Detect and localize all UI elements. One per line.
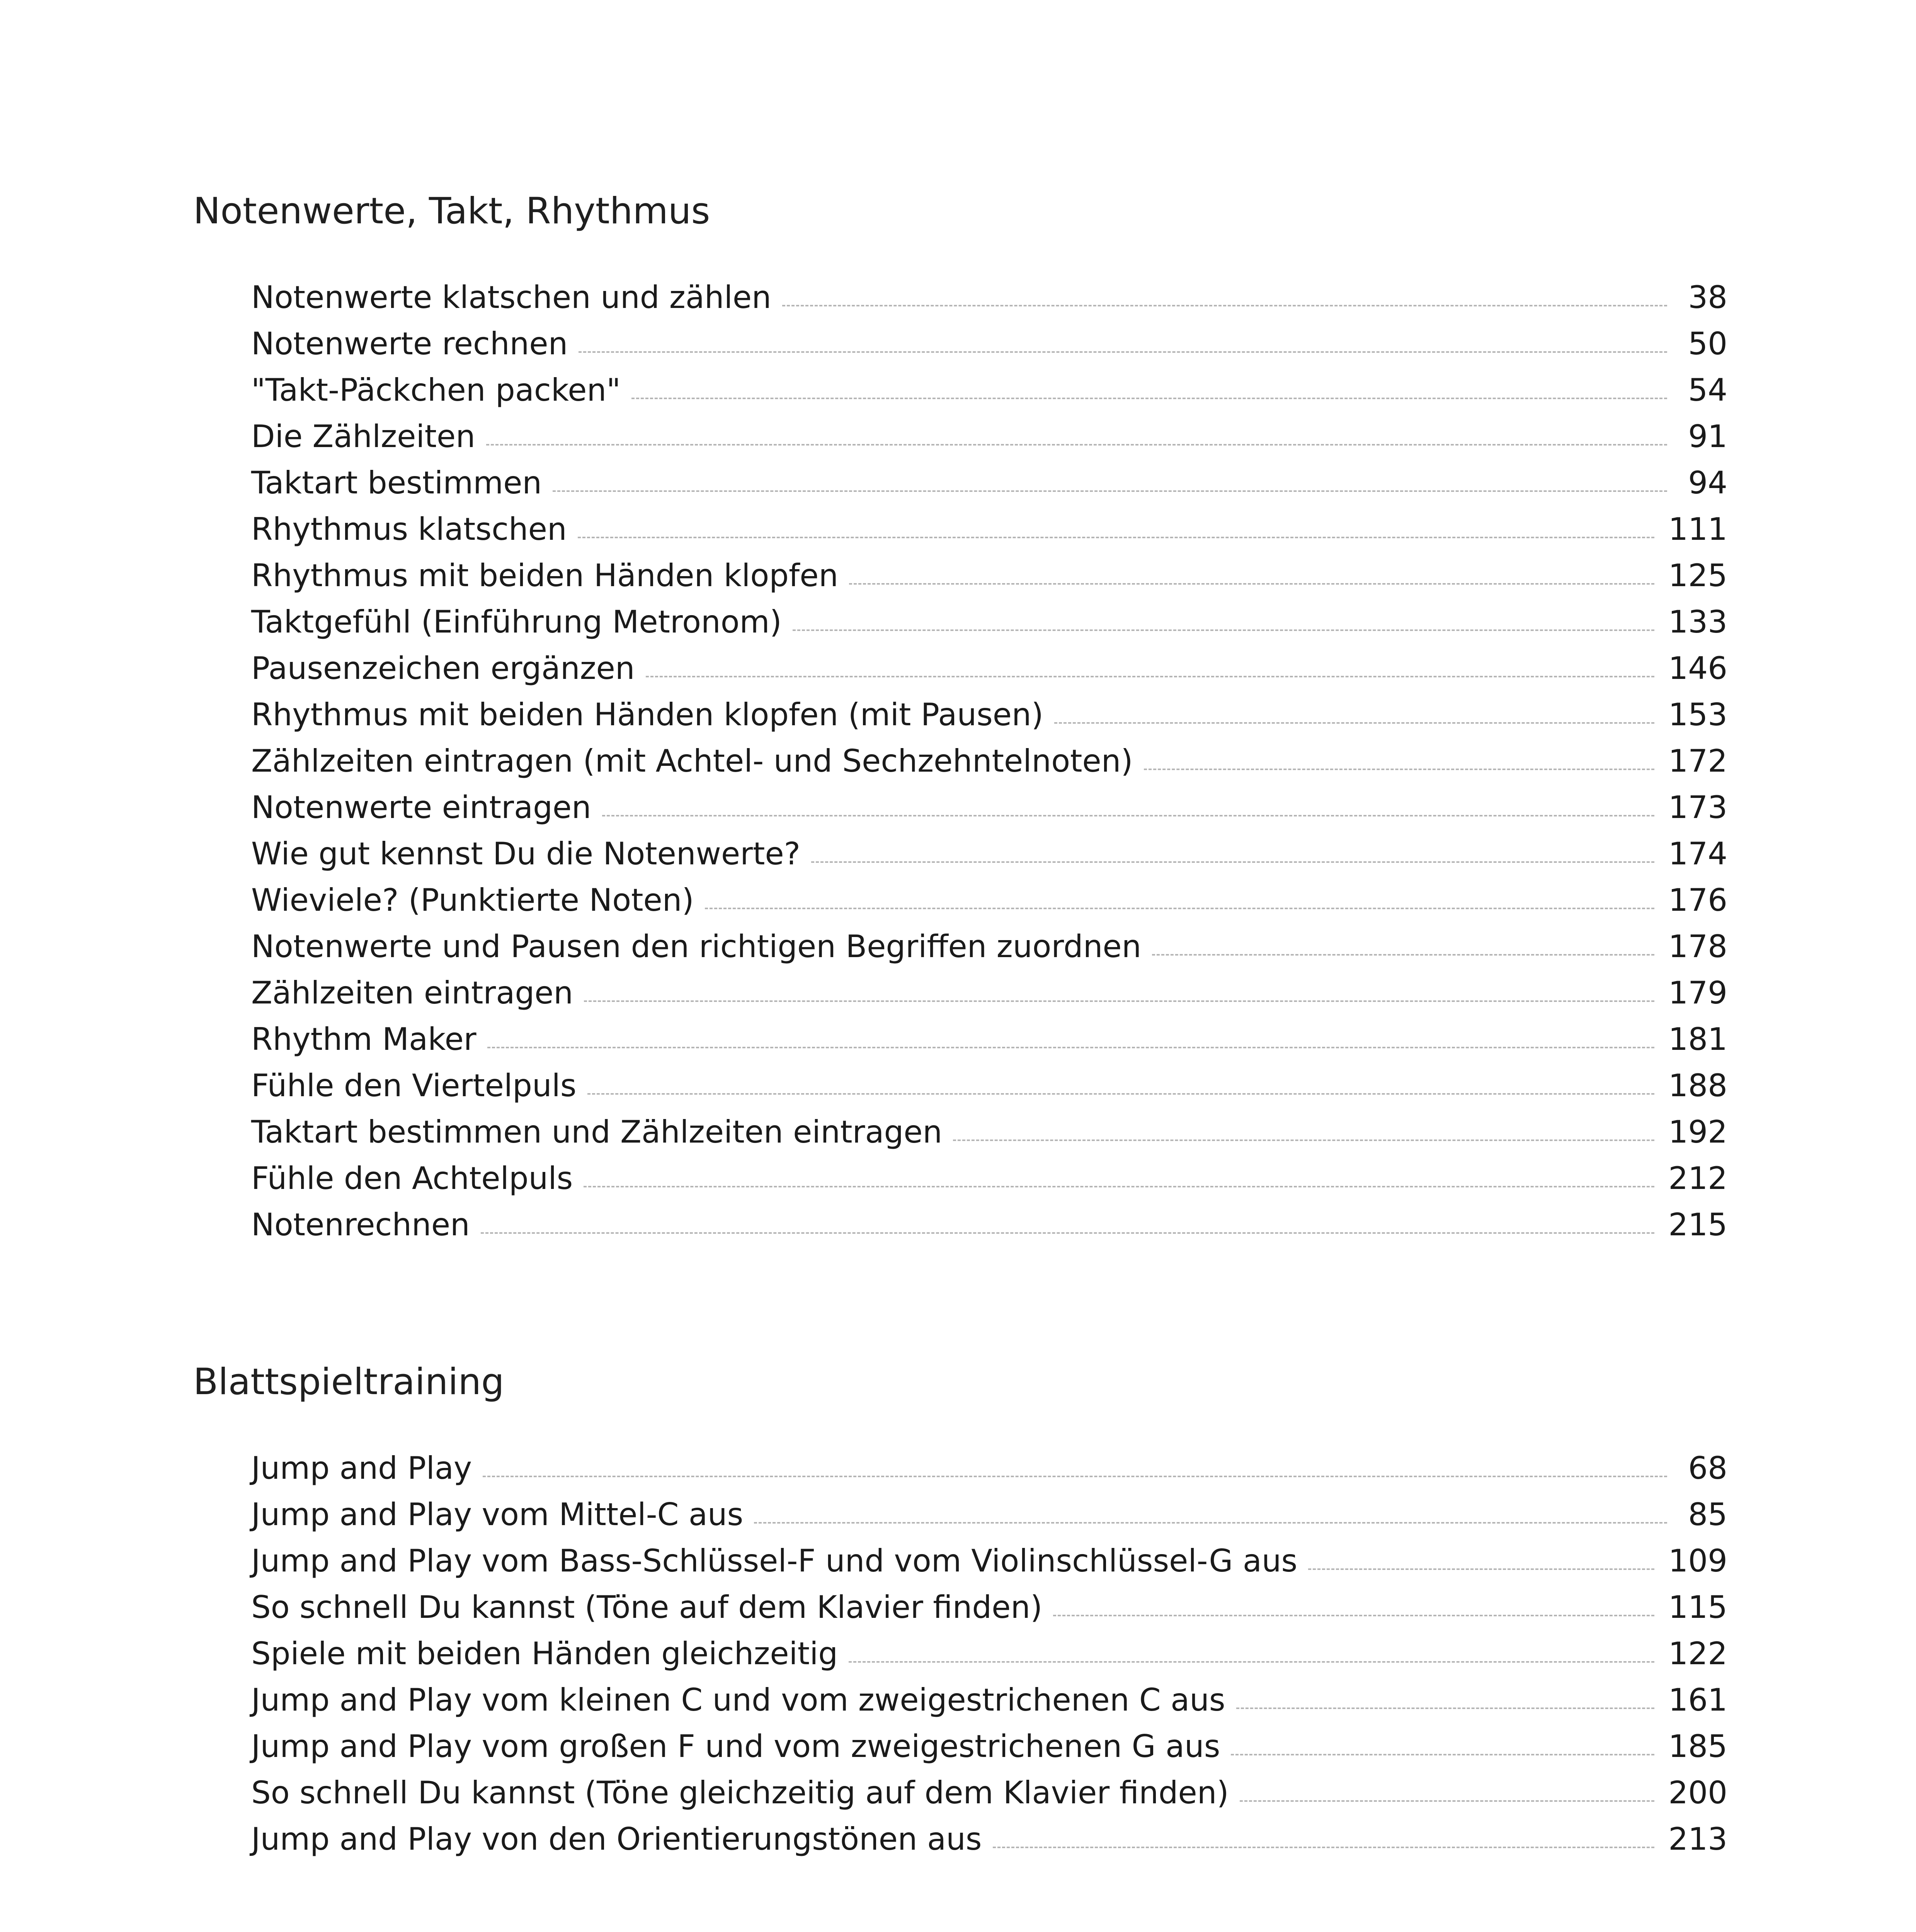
entry-label: Taktart bestimmen und Zählzeiten eintragen (251, 1114, 943, 1150)
dotted-leader (481, 1232, 1655, 1234)
entry-page-number: 181 (1668, 1021, 1727, 1057)
toc-entry[interactable] (251, 738, 1727, 784)
entry-page-number: 185 (1668, 1728, 1727, 1764)
dotted-leader (631, 398, 1667, 399)
toc-entry[interactable] (251, 274, 1727, 321)
dotted-leader (584, 1186, 1654, 1187)
entry-label: Jump and Play vom Mittel-C aus (251, 1497, 744, 1532)
toc-entry[interactable] (251, 1538, 1727, 1584)
entry-page-number: 192 (1668, 1114, 1727, 1150)
entry-label: Zählzeiten eintragen (251, 975, 573, 1011)
toc-entry[interactable] (251, 599, 1727, 645)
dotted-leader (993, 1847, 1655, 1848)
toc-entry[interactable] (251, 877, 1727, 923)
dotted-leader (1231, 1754, 1654, 1755)
entry-page-number: 179 (1668, 975, 1727, 1011)
dotted-leader (487, 1047, 1655, 1048)
dotted-leader (483, 1476, 1667, 1477)
entry-page-number: 200 (1668, 1775, 1727, 1811)
entry-label: Notenwerte rechnen (251, 326, 568, 362)
entry-page-number: 115 (1668, 1589, 1727, 1625)
toc-entry[interactable] (251, 367, 1727, 413)
entry-label: Jump and Play von den Orientierungstönen aus (251, 1821, 982, 1857)
dotted-leader (953, 1139, 1654, 1141)
dotted-leader (602, 815, 1655, 816)
entry-label: Notenrechnen (251, 1207, 470, 1243)
entry-label: Rhythmus klatschen (251, 511, 567, 547)
dotted-leader (754, 1522, 1667, 1524)
entry-page-number: 212 (1668, 1160, 1727, 1196)
dotted-leader (1240, 1800, 1655, 1802)
dotted-leader (793, 629, 1654, 631)
toc-entry[interactable] (251, 506, 1727, 553)
entry-page-number: 172 (1668, 743, 1727, 779)
entry-label: So schnell Du kannst (Töne auf dem Klavier finden) (251, 1589, 1043, 1625)
entry-label: Wie gut kennst Du die Notenwerte? (251, 836, 801, 872)
entry-page-number: 178 (1668, 929, 1727, 964)
entry-label: Zählzeiten eintragen (mit Achtel- und Sechzehntelnoten) (251, 743, 1133, 779)
entry-page-number: 133 (1668, 604, 1727, 640)
entry-page-number: 153 (1668, 697, 1727, 733)
entry-page-number: 174 (1668, 836, 1727, 872)
toc-entry[interactable] (251, 1770, 1727, 1816)
entry-label: "Takt-Päckchen packen" (251, 372, 621, 408)
dotted-leader (1054, 722, 1654, 724)
entry-label: Rhythmus mit beiden Händen klopfen (251, 558, 839, 594)
entry-label: Notenwerte und Pausen den richtigen Begriffen zuordnen (251, 929, 1142, 964)
toc-entry[interactable] (251, 1016, 1727, 1063)
entry-label: Spiele mit beiden Händen gleichzeitig (251, 1636, 838, 1672)
toc-entry[interactable] (251, 1584, 1727, 1631)
section-title: Notenwerte, Takt, Rhythmus (193, 190, 710, 232)
entry-page-number: 85 (1688, 1497, 1727, 1532)
dotted-leader (705, 908, 1655, 909)
entry-page-number: 38 (1688, 279, 1727, 315)
entry-page-number: 146 (1668, 650, 1727, 686)
toc-entry[interactable] (251, 1631, 1727, 1677)
entry-page-number: 109 (1668, 1543, 1727, 1579)
entry-page-number: 68 (1688, 1450, 1727, 1486)
entry-page-number: 111 (1668, 511, 1727, 547)
toc-entry[interactable] (251, 970, 1727, 1016)
entry-label: So schnell Du kannst (Töne gleichzeitig auf dem Klavier finden) (251, 1775, 1229, 1811)
entry-page-number: 213 (1668, 1821, 1727, 1857)
entry-page-number: 215 (1668, 1207, 1727, 1243)
dotted-leader (553, 490, 1667, 492)
toc-entry[interactable] (251, 645, 1727, 692)
entry-label: Notenwerte eintragen (251, 789, 591, 825)
entry-label: Jump and Play (251, 1450, 472, 1486)
entry-page-number: 125 (1668, 558, 1727, 594)
dotted-leader (584, 1000, 1654, 1002)
entry-label: Die Zählzeiten (251, 418, 475, 454)
toc-entry[interactable] (251, 321, 1727, 367)
dotted-leader (646, 676, 1655, 677)
toc-entry[interactable] (251, 692, 1727, 738)
toc-entry[interactable] (251, 1677, 1727, 1723)
toc-entry[interactable] (251, 460, 1727, 506)
dotted-leader (587, 1093, 1655, 1095)
entry-label: Notenwerte klatschen und zählen (251, 279, 771, 315)
dotted-leader (1236, 1708, 1655, 1709)
toc-entry[interactable] (251, 784, 1727, 831)
entry-label: Wieviele? (Punktierte Noten) (251, 882, 694, 918)
dotted-leader (849, 1661, 1654, 1663)
entry-label: Taktgefühl (Einführung Metronom) (251, 604, 782, 640)
entry-label: Jump and Play vom kleinen C und vom zweigestrichenen C aus (251, 1682, 1225, 1718)
section-title: Blattspieltraining (193, 1361, 504, 1403)
entry-page-number: 91 (1688, 418, 1727, 454)
toc-entry[interactable] (251, 553, 1727, 599)
entry-page-number: 188 (1668, 1068, 1727, 1104)
dotted-leader (578, 537, 1655, 538)
toc-entry[interactable] (251, 1155, 1727, 1202)
dotted-leader (1053, 1615, 1654, 1616)
entry-label: Taktart bestimmen (251, 465, 542, 501)
dotted-leader (486, 444, 1667, 446)
toc-entry[interactable] (251, 1492, 1727, 1538)
toc-entry[interactable] (251, 1723, 1727, 1770)
entry-label: Rhythmus mit beiden Händen klopfen (mit Pausen) (251, 697, 1043, 733)
entry-page-number: 173 (1668, 789, 1727, 825)
toc-entry[interactable] (251, 1445, 1727, 1492)
toc-entry[interactable] (251, 923, 1727, 970)
toc-entry[interactable] (251, 413, 1727, 460)
toc-entry[interactable] (251, 1202, 1727, 1248)
entry-label: Fühle den Viertelpuls (251, 1068, 577, 1104)
entry-page-number: 94 (1688, 465, 1727, 501)
toc-entry[interactable] (251, 1816, 1727, 1862)
dotted-leader (849, 583, 1654, 585)
entry-label: Pausenzeichen ergänzen (251, 650, 635, 686)
entry-page-number: 54 (1688, 372, 1727, 408)
dotted-leader (1144, 769, 1655, 770)
entry-page-number: 176 (1668, 882, 1727, 918)
toc-entry[interactable] (251, 1063, 1727, 1109)
toc-entry[interactable] (251, 831, 1727, 877)
toc-list (251, 274, 1727, 1248)
entry-page-number: 161 (1668, 1682, 1727, 1718)
dotted-leader (782, 305, 1667, 306)
toc-entry[interactable] (251, 1109, 1727, 1155)
dotted-leader (1308, 1568, 1654, 1570)
entry-page-number: 122 (1668, 1636, 1727, 1672)
entry-label: Jump and Play vom großen F und vom zweigestrichenen G aus (251, 1728, 1220, 1764)
dotted-leader (811, 861, 1654, 863)
toc-list (251, 1445, 1727, 1862)
entry-page-number: 50 (1688, 326, 1727, 362)
entry-label: Rhythm Maker (251, 1021, 476, 1057)
entry-label: Fühle den Achtelpuls (251, 1160, 573, 1196)
dotted-leader (1152, 954, 1654, 956)
entry-label: Jump and Play vom Bass-Schlüssel-F und vom Violinschlüssel-G aus (251, 1543, 1298, 1579)
dotted-leader (579, 351, 1667, 353)
